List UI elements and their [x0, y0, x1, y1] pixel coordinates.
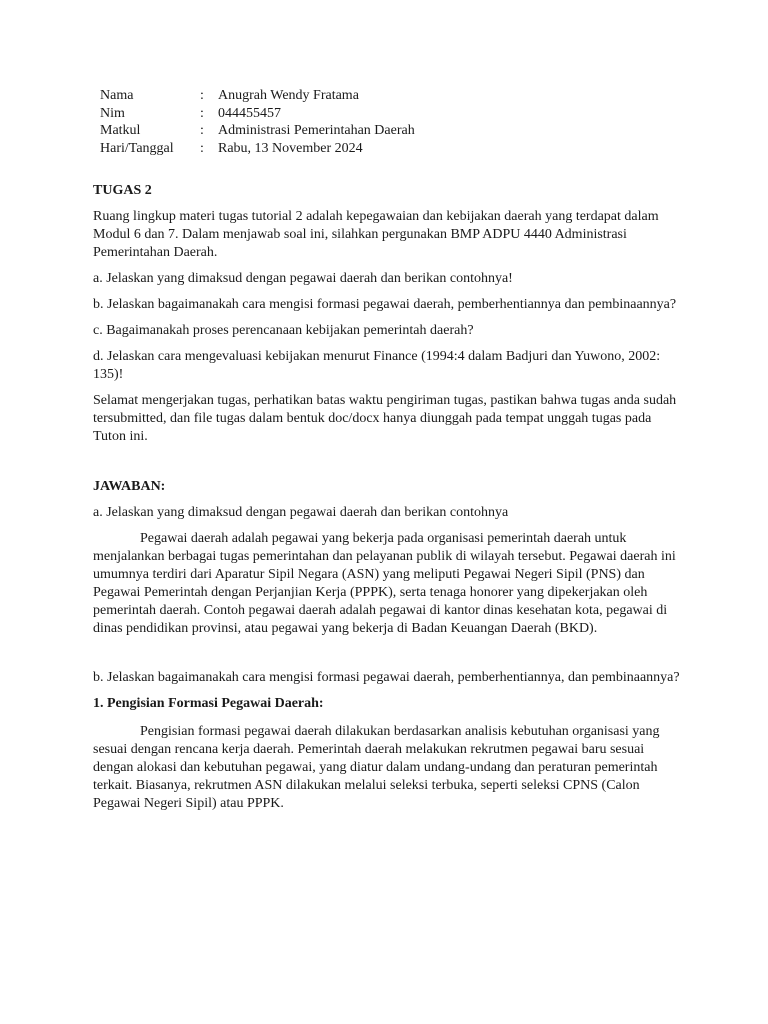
info-label: Nama	[100, 88, 134, 103]
document-body	[93, 182, 683, 813]
info-value: Anugrah Wendy Fratama	[218, 88, 359, 103]
info-value: 044455457	[218, 105, 281, 121]
info-colon: :	[200, 123, 204, 138]
info-colon: :	[200, 140, 204, 156]
info-label: Hari/Tanggal	[100, 140, 174, 156]
question-c: c. Bagaimanakah proses perencanaan kebijakan pemerintah daerah?	[93, 323, 474, 338]
question-d: d. Jelaskan cara mengevaluasi kebijakan menurut Finance (1994:4 dalam Badjuri dan Yuwono, 2002: 135)!	[93, 349, 661, 382]
info-value: Rabu, 13 November 2024	[218, 140, 363, 156]
info-row-nim	[100, 105, 415, 123]
answer-b1-heading: 1. Pengisian Formasi Pegawai Daerah:	[93, 696, 324, 711]
question-a: a. Jelaskan yang dimaksud dengan pegawai daerah dan berikan contohnya!	[93, 271, 513, 286]
info-colon: :	[200, 88, 204, 103]
answer-a-text: Pegawai daerah adalah pegawai yang bekerja pada organisasi pemerintah daerah untuk menjalankan berbagai tugas pemerintahan dan pelayanan publik di wilayah tersebut. Pegawai daerah ini umumnya terdiri dari Aparatur Sipil Negara (ASN) yang meliputi Pegawai Negeri Sipil (PNS) dan Pegawai Pemerintah dengan Perjanjian Kerja (PPPK), serta tenaga honorer yang dipekerjakan oleh pemerintah daerah. Contoh pegawai daerah adalah pegawai di kantor dinas kesehatan kota, pegawai di dinas pendidikan provinsi, atau pegawai yang bekerja di Badan Keuangan Daerah (BKD).	[93, 531, 676, 636]
info-label: Nim	[100, 105, 125, 121]
info-colon: :	[200, 105, 204, 121]
question-b: b. Jelaskan bagaimanakah cara mengisi formasi pegawai daerah, pemberhentiannya dan pembinaannya?	[93, 297, 677, 312]
task-title: TUGAS 2	[93, 183, 152, 198]
task-note: Selamat mengerjakan tugas, perhatikan batas waktu pengiriman tugas, pastikan bahwa tugas anda sudah tersubmitted, dan file tugas dalam bentuk doc/docx hanya diunggah pada tempat unggah tugas pada Tuton ini.	[93, 393, 677, 444]
info-label: Matkul	[100, 123, 141, 138]
info-row-name	[100, 87, 415, 105]
answer-a-question: a. Jelaskan yang dimaksud dengan pegawai daerah dan berikan contohnya	[93, 505, 509, 520]
answers-title: JAWABAN:	[93, 479, 166, 494]
info-row-course	[100, 122, 415, 140]
info-row-date	[100, 140, 415, 158]
answer-b-question: b. Jelaskan bagaimanakah cara mengisi formasi pegawai daerah, pemberhentiannya, dan pembinaannya?	[93, 670, 680, 685]
student-info	[100, 87, 415, 157]
answer-b1-text: Pengisian formasi pegawai daerah dilakukan berdasarkan analisis kebutuhan organisasi yang sesuai dengan rencana kerja daerah. Pemerintah daerah melakukan rekrutmen pegawai baru sesuai dengan alokasi dan kebutuhan pegawai, yang diatur dalam undang-undang dan peraturan pemerintah terkait. Biasanya, rekrutmen ASN dilakukan melalui seleksi terbuka, seperti seleksi CPNS (Calon Pegawai Negeri Sipil) atau PPPK.	[93, 724, 660, 811]
task-intro: Ruang lingkup materi tugas tutorial 2 adalah kepegawaian dan kebijakan daerah yang terdapat dalam Modul 6 dan 7. Dalam menjawab soal ini, silahkan pergunakan BMP ADPU 4440 Administrasi Pemerintahan Daerah.	[93, 209, 659, 260]
info-value: Administrasi Pemerintahan Daerah	[218, 123, 415, 138]
